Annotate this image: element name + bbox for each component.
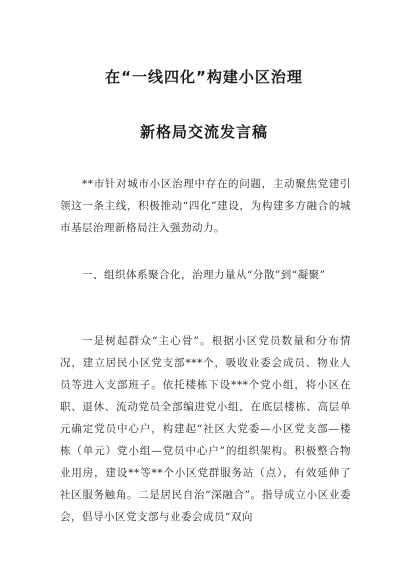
document-title-line-2: 新格局交流发言稿 xyxy=(139,123,268,141)
body-paragraph: 一是树起群众“主心骨”。根据小区党员数量和分布情况，建立居民小区党支部***个，吸收业委会成员、物业人员等进入支部班子。依托楼栋下设***个党小组，将小区在职、退休、流动党员全部编进党小组，在底层楼栋、高层单元确定党员中心户，构建起“社区大党委—小区党支部—楼栋（单元）党小组—党员中心户”的组织架构。积极整合物业用房，建设**等**个小区党群服务站（点），有效延伸了社区服务触角。二是居民自治“深融合”。指导成立小区业委会，倡导小区党支部与业委会成员“双向 xyxy=(60,335,351,523)
document-title-line-1: 在“一线四化”构建小区治理 xyxy=(105,68,303,86)
section-heading: 一、组织体系聚合化，治理力量从“分散”到“凝聚” xyxy=(82,269,326,281)
intro-paragraph: **市针对城市小区治理中存在的问题，主动聚焦党建引领这一条主线，积极推动“四化”建设，为构建多方融合的城市基层治理新格局注入强劲动力。 xyxy=(60,178,351,234)
